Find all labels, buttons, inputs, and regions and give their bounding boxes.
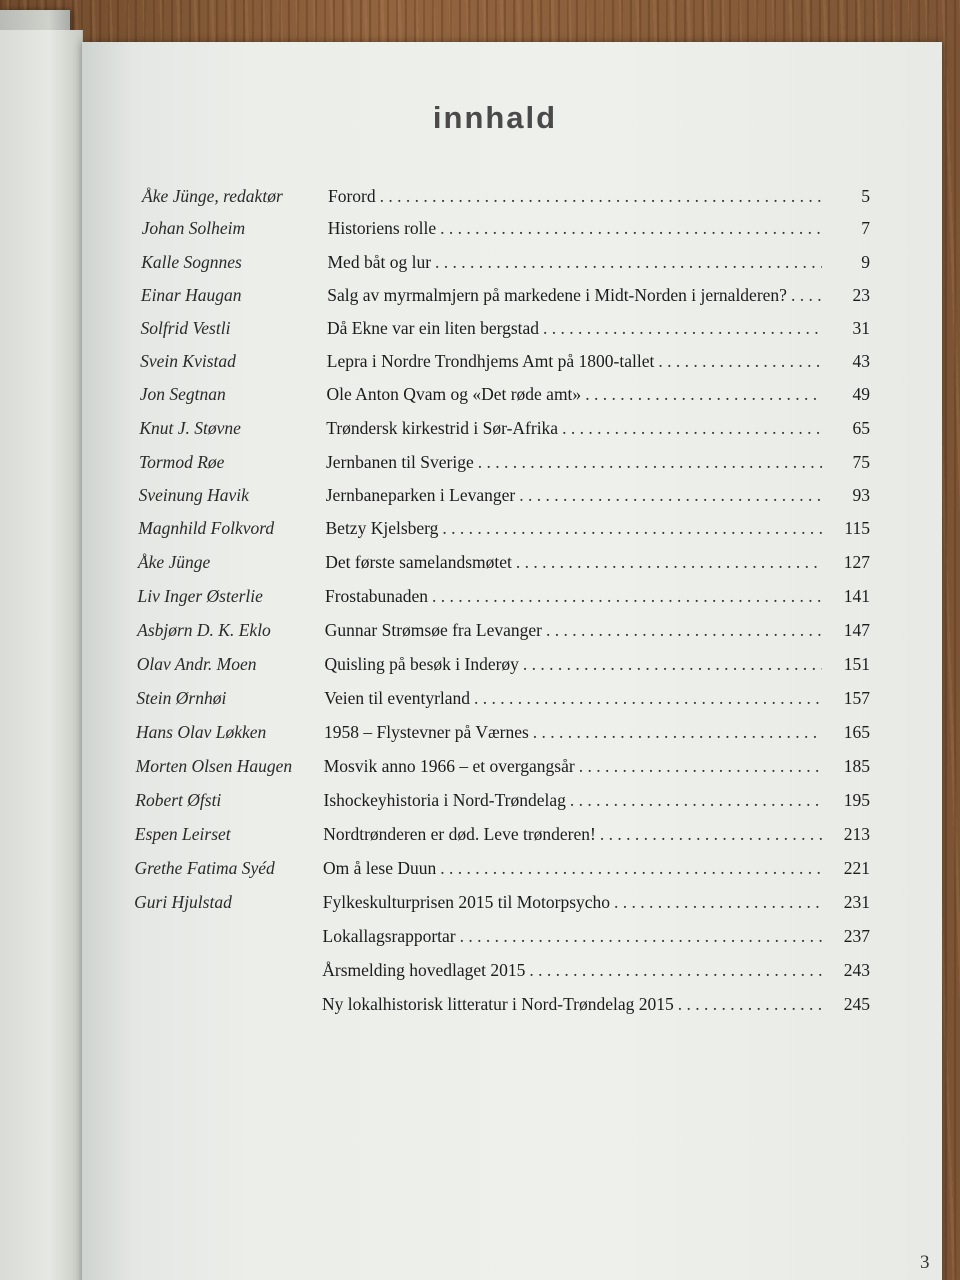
toc-page-number: 5 [861,186,870,206]
toc-page-number: 31 [852,318,870,338]
toc-author: Åke Jünge [137,552,211,572]
toc-row [0,548,960,576]
toc-row [0,514,960,542]
toc-entry [328,182,870,210]
toc-entry [326,448,870,476]
toc-entry [323,922,871,950]
toc-row [0,380,960,408]
toc-row [0,616,960,644]
toc-page-number: 115 [844,518,870,538]
toc-author: Liv Inger Østerlie [137,586,263,606]
toc-dot-leader [440,214,822,242]
toc-entry-title: Ishockeyhistoria i Nord-Trøndelag [323,790,566,810]
toc-entry [328,214,870,242]
toc-entry-title: Frostabunaden [325,586,429,606]
toc-entry [325,650,871,678]
toc-entry [323,820,870,848]
toc-page-number: 49 [852,384,870,404]
toc-page-number: 93 [852,485,870,505]
toc-row [0,281,960,309]
toc-entry-title: Om å lese Duun [323,858,437,878]
toc-entry [324,786,871,814]
toc-entry-title: Jernbanen til Sverige [326,452,474,472]
toc-dot-leader [570,786,822,814]
toc-entry [326,414,870,442]
toc-row [0,414,960,442]
toc-page-number: 237 [843,926,870,946]
toc-dot-leader [579,752,822,780]
toc-page-number: 151 [843,654,870,674]
toc-dot-leader [440,854,822,882]
toc-entry-title: Forord [328,186,376,206]
toc-dot-leader [516,548,822,576]
toc-row [0,752,960,780]
toc-author: Magnhild Folkvord [138,518,275,538]
toc-author: Stein Ørnhøi [136,688,227,708]
toc-page-number: 157 [843,688,870,708]
toc-row [0,990,960,1018]
toc-row [0,922,960,950]
toc-dot-leader [460,922,822,950]
toc-dot-leader [435,248,822,276]
toc-page-number: 243 [843,960,870,980]
toc-author: Knut J. Støvne [139,418,241,438]
toc-entry [328,248,871,276]
toc-row [0,888,960,916]
toc-dot-leader [519,481,822,509]
toc-row [0,182,960,210]
toc-page-number: 23 [852,285,870,305]
toc-row [0,684,960,712]
toc-author: Jon Segtnan [139,384,226,404]
toc-author: Robert Øfsti [135,790,222,810]
toc-entry-title: Betzy Kjelsberg [325,518,439,538]
toc-entry-title: Veien til eventyrland [324,688,471,708]
toc-page-number: 165 [843,722,870,742]
toc-dot-leader [543,314,822,342]
toc-author: Kalle Sognnes [141,252,242,272]
toc-entry [326,514,871,542]
toc-entry [322,956,870,984]
toc-entry-title: Ny lokalhistorisk litteratur i Nord-Trøndelag 2015 [322,994,674,1014]
toc-author: Hans Olav Løkken [136,722,267,742]
toc-author: Olav Andr. Moen [136,654,257,674]
toc-author: Asbjørn D. K. Eklo [137,620,271,640]
toc-author: Espen Leirset [134,824,231,844]
toc-dot-leader [562,414,822,442]
toc-entry [327,347,870,375]
toc-entry-title: Jernbaneparken i Levanger [325,485,516,505]
toc-row [0,956,960,984]
toc-entry [323,888,870,916]
toc-dot-leader [600,820,822,848]
page-title: innhald [432,100,558,135]
toc-page-number: 213 [843,824,870,844]
toc-entry-title: Quisling på besøk i Inderøy [324,654,519,674]
toc-page-number: 221 [843,858,870,878]
toc-row [0,786,960,814]
toc-entry [327,314,870,342]
toc-entry-title: Årsmelding hovedlaget 2015 [322,960,526,980]
toc-dot-leader [523,650,822,678]
toc-entry-title: Ole Anton Qvam og «Det røde amt» [326,384,582,404]
toc-dot-leader [442,514,822,542]
toc-entry [324,752,870,780]
toc-entry [324,684,870,712]
toc-author: Morten Olsen Haugen [135,756,293,776]
toc-page-number: 185 [843,756,870,776]
toc-row [0,314,960,342]
toc-author: Tormod Røe [139,452,225,472]
toc-row [0,248,960,276]
toc-entry-title: Då Ekne var ein liten bergstad [327,318,540,338]
toc-dot-leader [380,182,822,210]
toc-author: Svein Kvistad [140,351,236,371]
toc-dot-leader [791,281,822,309]
toc-dot-leader [478,448,822,476]
toc-row [0,820,960,848]
toc-dot-leader [614,888,822,916]
toc-entry-title: Med båt og lur [327,252,432,272]
toc-entry-title: Lepra i Nordre Trondhjems Amt på 1800-tallet [326,351,655,371]
toc-page-number: 195 [843,790,870,810]
toc-entry [327,281,870,309]
toc-entry-title: Nordtrønderen er død. Leve trønderen! [323,824,596,844]
toc-entry [325,548,870,576]
toc-dot-leader [529,956,822,984]
toc-row [0,214,960,242]
toc-author: Einar Haugan [140,285,242,305]
toc-entry-title: Det første samelandsmøtet [325,552,512,572]
toc-page-number: 231 [843,892,870,912]
toc-entry [325,582,870,610]
toc-entry-title: Trøndersk kirkestrid i Sør-Afrika [326,418,559,438]
toc-page-number: 147 [843,620,870,640]
toc-dot-leader [432,582,822,610]
toc-entry-title: Historiens rolle [327,218,437,238]
toc-row [0,854,960,882]
toc-row [0,481,960,509]
toc-page-number: 43 [852,351,870,371]
toc-dot-leader [658,347,822,375]
page-number: 3 [920,1252,930,1273]
toc-author: Solfrid Vestli [140,318,231,338]
toc-row [0,718,960,746]
toc-row [0,347,960,375]
toc-entry [327,380,871,408]
toc-dot-leader [585,380,822,408]
toc-page-number: 127 [843,552,870,572]
toc-author: Johan Solheim [141,218,246,238]
toc-entry-title: Mosvik anno 1966 – et overgangsår [323,756,575,776]
toc-page-number: 245 [843,994,870,1014]
toc-author: Åke Jünge, redaktør [142,186,283,206]
toc-dot-leader [474,684,822,712]
toc-entry-title: Gunnar Strømsøe fra Levanger [324,620,542,640]
toc-entry-title: Fylkeskulturprisen 2015 til Motorpsycho [322,892,611,912]
toc-entry [325,616,870,644]
toc-row [0,448,960,476]
toc-page-number: 75 [852,452,870,472]
toc-page-number: 141 [843,586,870,606]
toc-entry [322,990,870,1018]
toc-entry-title: Lokallagsrapportar [322,926,456,946]
toc-dot-leader [533,718,822,746]
toc-entry-title: Salg av myrmalmjern på markedene i Midt-Norden i jernalderen? [327,285,787,305]
toc-author: Guri Hjulstad [134,892,232,912]
toc-row [0,582,960,610]
toc-row [0,650,960,678]
toc-author: Sveinung Havik [138,485,249,505]
toc-page-number: 7 [861,218,870,238]
toc-author: Grethe Fatima Syéd [134,858,275,878]
toc-entry [324,718,870,746]
toc-page-number: 9 [861,252,870,272]
toc-dot-leader [546,616,822,644]
toc-entry-title: 1958 – Flystevner på Værnes [324,722,529,742]
toc-entry [323,854,870,882]
toc-page-number: 65 [852,418,870,438]
toc-dot-leader [678,990,822,1018]
toc-entry [326,481,870,509]
